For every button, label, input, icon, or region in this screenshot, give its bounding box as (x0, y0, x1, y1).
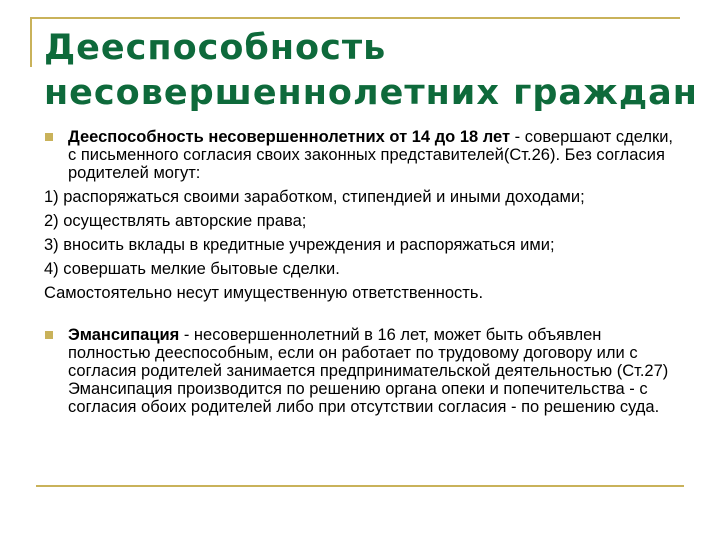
top-rule (32, 17, 680, 19)
slide-body (44, 128, 684, 416)
bullet-term: Эмансипация (68, 326, 180, 344)
bullet-text: - несовершеннолетний в 16 лет, может быть объявлен полностью дееспособным, если он работает по трудовому договору или с согласия родителей занимается предпринимательской деятельностью (Ст.27) Эмансипация производится по решению органа опеки и попечительства - с согласия обоих родителей либо при отсутствии согласия - по решению суда. (68, 326, 669, 416)
list-item: 1) распоряжаться своими заработком, стипендией и иными доходами; (44, 188, 585, 206)
slide-title: Дееспособность несовершеннолетних граждан (44, 28, 698, 113)
closing-line: Самостоятельно несут имущественную ответственность. (44, 284, 484, 302)
list-item: 2) осуществлять авторские права; (44, 212, 307, 230)
square-bullet-icon (45, 133, 53, 141)
list-item: 3) вносить вклады в кредитные учреждения и распоряжаться ими; (44, 236, 555, 254)
bullet-item-capacity (44, 128, 684, 182)
left-rule (30, 17, 32, 67)
bottom-rule (36, 485, 684, 487)
bullet-item-emancipation (44, 326, 684, 416)
square-bullet-icon (45, 331, 53, 339)
list-item: 4) совершать мелкие бытовые сделки. (44, 260, 340, 278)
bullet-text: - совершают сделки, с письменного согласия своих законных представителей(Ст.26). Без согласия родителей могут: (68, 128, 674, 182)
bullet-term: Дееспособность несовершеннолетних от 14 до 18 лет (68, 128, 511, 146)
